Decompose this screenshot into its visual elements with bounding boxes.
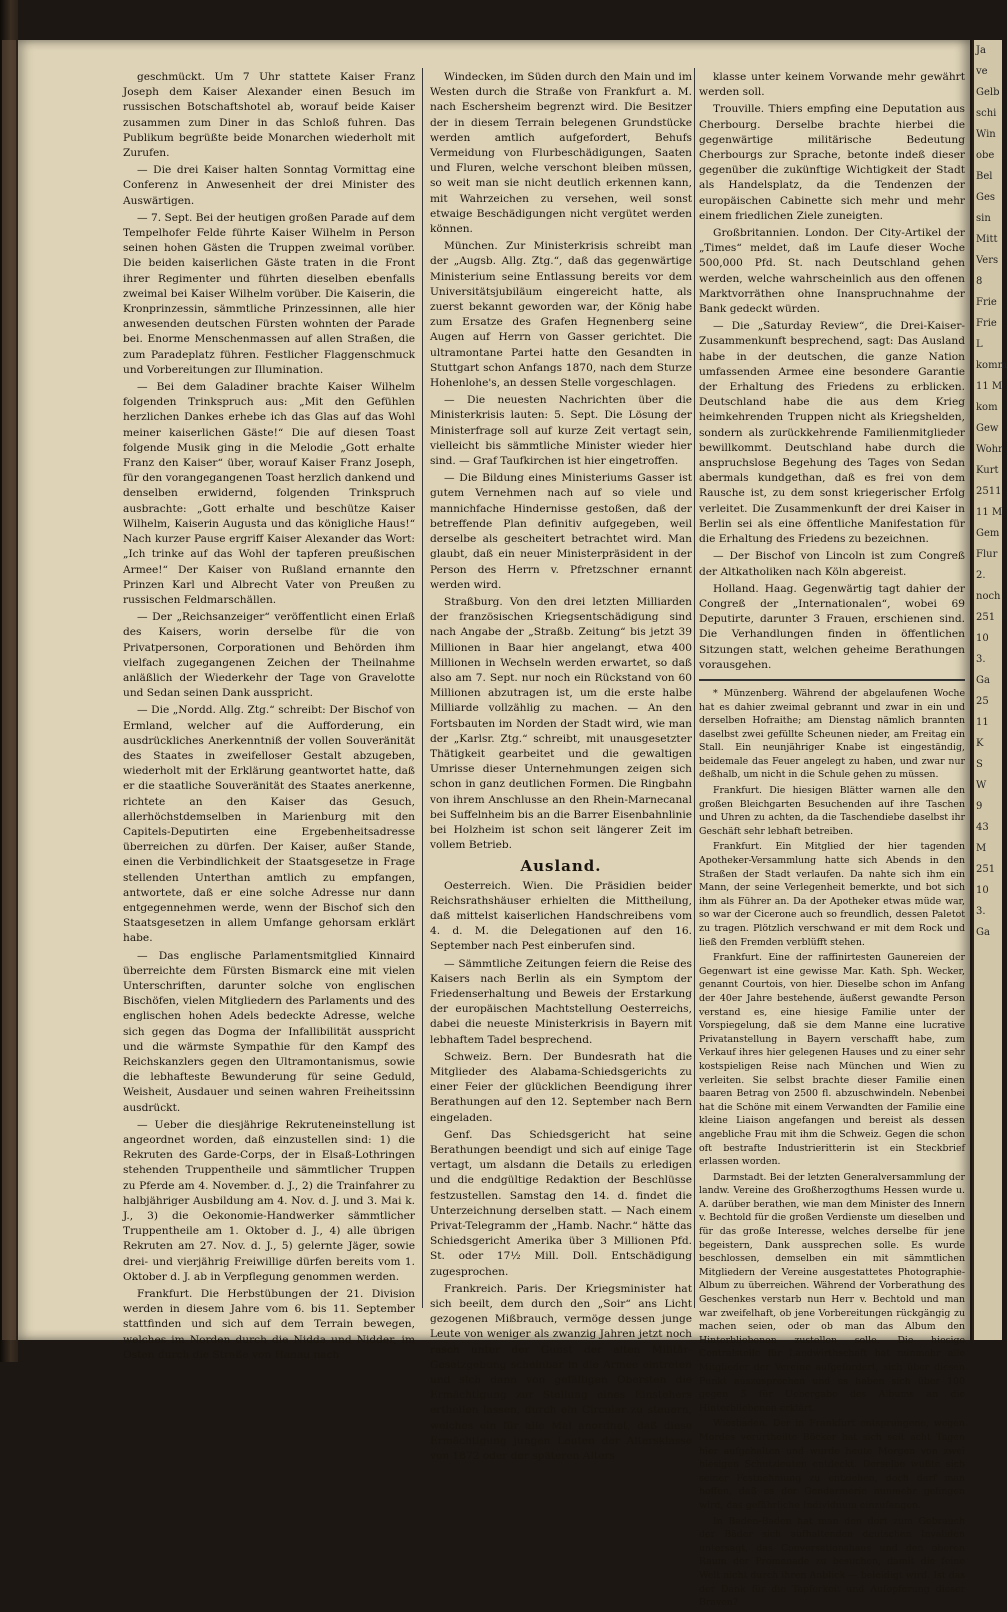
column-3 — [699, 70, 965, 1612]
edge-fragment: Ges — [976, 192, 996, 203]
col1-para: — Bei dem Galadiner brachte Kaiser Wilhelm folgenden Trinkspruch aus: „Mit den Gefühlen herzlichen Dankes erhebe ich das Glas auf das Wohl meiner kaiserlichen Gäste!“ Die auf diesen Toast folgende Musik ging in die Melodie „Gott erhalte Franz den Kaiser“ über, worauf Kaiser Franz Joseph, für den vorangegangenen Toast herzlich dankend und denselben erwidernd, folgenden Trinkspruch ausbrachte: „Gott erhalte und beschütze Kaiser Wilhelm, Kaiserin Augusta und das königliche Haus!“ Nach kurzer Pause ergriff Kaiser Alexander das Wort: „Ich trinke auf das Wohl der tapferen preußischen Armee!“ Der Kaiser von Rußland ernannte den Prinzen Karl und Albrecht Vater von Preußen zu russischen Feldmarschällen. — [123, 381, 415, 606]
edge-fragment: Ga — [976, 675, 990, 686]
col1-para: — Ueber die diesjährige Rekruteneinstellung ist angeordnet worden, daß einzustellen sind: 1) die Rekruten des Garde-Corps, der in Elsaß-Lothringen stehenden Truppentheile und sämmtlicher Truppen zu Pferde am 4. November. d. J., 2) die Trainfahrer zu halbjähriger Ausbildung am 4. Nov. d. J. und 3. Mai k. J., 3) die Oekonomie-Handwerker sämmtlicher Truppentheile am 1. Oktober d. J., 4) alle übrigen Rekruten am 27. Nov. d. J., 5) gelernte Jäger, sowie drei- und vierjährig Freiwillige dürfen bereits vom 1. Oktober d. J. ab in Verpflegung genommen werden. — [123, 1118, 415, 1283]
edge-fragment: Vers — [976, 255, 999, 266]
col1-para: — Der „Reichsanzeiger“ veröffentlicht einen Erlaß des Kaisers, worin derselbe für die von Privatpersonen, Corporationen und Behörden ihm vielfach zugegangenen Zeichen der Theilnahme anläßlich der Wiederkehr der Tage von Gravelotte und Sedan seinen Dank ausspricht. — [123, 611, 415, 700]
edge-fragment: schi — [976, 108, 997, 119]
col3-para: Frankfurt. Die hiesigen Blätter warnen alle den großen Bleichgarten Besuchenden auf ihre Taschen und Uhren zu achten, da die Taschendiebe daselbst ihr Geschäft sehr lebhaft betreiben. — [699, 785, 965, 837]
section-heading-ausland: Ausland. — [520, 857, 602, 876]
column-1 — [123, 70, 415, 1365]
edge-fragment: 2511 — [976, 486, 1002, 497]
col2-para: Schweiz. Bern. Der Bundesrath hat die Mitglieder des Alabama-Schiedsgerichts zu einer Feier der glücklichen Beendigung ihrer Berathungen auf den 12. September nach Bern eingeladen. — [430, 1050, 692, 1124]
local-news — [699, 687, 965, 1610]
col1-para: geschmückt. Um 7 Uhr stattete Kaiser Franz Joseph dem Kaiser Alexander einen Besuch im russischen Botschaftshotel ab, worauf beide Kaiser zusammen zum Diner in das Schloß fuhren. Das Publikum begrüßte beide Monarchen wiederholt mit Zurufen. — [123, 71, 415, 160]
edge-fragment: Ga — [976, 927, 990, 938]
edge-fragment: 251 — [976, 864, 996, 875]
col1-para: — 7. Sept. Bei der heutigen großen Parade auf dem Tempelhofer Felde führte Kaiser Wilhelm in Person seinen hohen Gästen die Truppen zweimal vorüber. Die beiden kaiserlichen Gäste traten in die Front ihrer Regimenter und führten dieselben ebenfalls zweimal bei Kaiser Wilhelm vorüber. Die Kaiserin, die Kronprinzessin, sämmtliche Prinzessinnen, alle hier anwesenden deutschen Fürsten wohnten der Parade bei. Enorme Menschenmassen auf allen Straßen, die zum Paradeplatz führen. Festlicher Flaggenschmuck und Vorbereitungen zur Illumination. — [123, 211, 415, 376]
edge-fragment: Win — [976, 129, 996, 140]
column-2 — [430, 70, 692, 1466]
edge-fragment: noch — [976, 591, 1001, 602]
col2-para: — Die neuesten Nachrichten über die Ministerkrisis lauten: 5. Sept. Die Lösung der Ministerfrage soll auf kurze Zeit vertagt sein, vielleicht bis sämmtliche Minister wieder hier sind. — Graf Taufkirchen ist hier eingetroffen. — [430, 394, 692, 468]
col1-para: — Die „Nordd. Allg. Ztg.“ schreibt: Der Bischof von Ermland, welcher auf die Aufforderung, ein ausdrückliches Anerkenntniß der vollen Souveränität des Staates in zweifelloser Gestalt abzugeben, wiederholt mit der Erklärung geantwortet hatte, daß er die staatliche Souveränität des Staates anerkenne, richtete an den Kaiser das Gesuch, allerhöchstdemselben in Marienburg mit den Capitels-Deputirten eine Ergebenheitsadresse überreichen zu dürfen. Der Kaiser, außer Stande, einen die Verbindlichkeit der Staatsgesetze in Frage stellenden Unterthan amtlich zu empfangen, antwortete, daß er eine solche Adresse nur dann entgegennehmen werde, wenn der Bischof sich den Staatsgesetzen in allem Umfange gehorsam erklärt habe. — [123, 704, 415, 945]
col3-para: Großbritannien. London. Der City-Artikel der „Times“ meldet, daß im Laufe dieser Woche 500,000 Pfd. St. nach Deutschland gehen werden, welche wahrscheinlich aus den offenen Marktvorräthen ohne Inanspruchnahme der Bank gedeckt würden. — [699, 227, 965, 316]
edge-fragments — [974, 40, 1007, 943]
col3-para: Trouville. Thiers empfing eine Deputation aus Cherbourg. Derselbe brachte hierbei die gegenwärtige militärische Bedeutung Cherbourgs zur Sprache, betonte indeß dieser gegenüber die zukünftige Wichtigkeit der Stadt als Handelsplatz, da die Tendenzen der europäischen Cabinette sich mehr und mehr einem friedlichen Ziele zuneigten. — [699, 103, 965, 222]
section-divider — [699, 679, 965, 681]
col3-para: Frankfurt. Eine der raffinirtesten Gaunereien der Gegenwart ist eine gewisse Mar. Kath. Sph. Wecker, genannt Courtois, von hier. Dieselbe schon im Anfang der 40er Jahre bestehende, äußerst gewandte Person verstand es, eine hiesige Familie unter der Vorspiegelung, daß sie dem Manne eine lucrative Privatanstellung in Bayern verschafft habe, zum Verkauf ihres hier gelegenen Hauses und zu einer sehr kostspieligen Reise nach München und Wien zu verleiten. Sie selbst brachte dieser Familie einen baaren Betrag von 2500 fl. abzuschwindeln. Nebenbei hat die Schöne mit einem Verwandten der Familie eine kleine Liaison angefangen und bereist als dessen angebliche Frau mit ihm die Schweiz. Gegen die schon oft bestrafte Industrieritterin ist ein Steckbrief erlassen worden. — [699, 952, 965, 1168]
col1-para: Frankfurt. Die Herbstübungen der 21. Division werden in diesem Jahre vom 6. bis 11. September stattfinden und sich auf dem Terrain bewegen, welches im Norden durch die Nidda und Nidder, im Osten durch die Straße von Hanau nach — [123, 1288, 415, 1361]
edge-fragment: Gew — [976, 423, 999, 434]
edge-fragment: M — [976, 843, 987, 854]
col2-para: Genf. Das Schiedsgericht hat seine Berathungen beendigt und sich auf einige Tage vertagt, um alsdann die Details zu erledigen und die endgültige Redaktion der Beschlüsse festzustellen. Samstag den 14. d. findet die Unterzeichnung derselben statt. — Nach einem Privat-Telegramm der „Hamb. Nachr.“ hätte das Schiedsgericht Amerika über 3 Millionen Pfd. St. oder 17½ Mill. Doll. Entschädigung zugesprochen. — [430, 1128, 692, 1278]
edge-fragment: 251 — [976, 612, 996, 623]
edge-fragment: Wohr — [976, 444, 1003, 455]
col3-para: klasse unter keinem Vorwande mehr gewährt werden soll. — [699, 71, 965, 99]
edge-fragment: Ja — [976, 45, 986, 56]
edge-fragment: 10 — [976, 633, 989, 644]
edge-fragment: Kurt — [976, 465, 999, 476]
col3-para: Darmstadt. Bei der letzten Generalversammlung der landw. Vereine des Großherzogthums Hessen wurde u. A. darüber berathen, wie man dem Minister des Innern v. Bechtold für die großen Verdienste um dieselben und für das große Interesse, welches derselbe für jene begeistern, Dank aussprechen solle. Es wurde beschlossen, demselben ein mit sämmtlichen Mitgliedern der Vereine ausgestattetes Photographie-Album zu überreichen. Während der Vorberathung des Geschenkes verstarb nun Herr v. Bechtold und man war zweifelhaft, ob jene Vorbereitungen rückgängig zu machen seien, oder ob man das Album den Hinterbliebenen zustellen solle. Die hiesige Centralstelle für Landwirthschaft hat nunmehr alle Mitglieder der Vereine aufgefordert, sich über diesen Punkt auszusprechen und es haben sich über 100 gegen 5 für Uebergabe des Albums an die Hinterbliebenen erklärt. — [699, 1171, 965, 1414]
next-page-edge — [972, 40, 1007, 1340]
col2-para: Frankreich. Paris. Der Kriegsminister hat sich beeilt, dem durch den „Soir“ ans Licht gezogenen Mißbrauch, vermöge dessen junge Leute von weniger als zwanzig Jahren jetzt noch rasch unter der Gunst der alten Militär-Gesetzgebung scheinbar in die Armee eintreten und sich dann von gefälligen Obersten die Ermächtigung zur Stellung eines Einstehers ertheilen lassen, durch ein Circular zu steuern, welches ein für alle Mal anordnet, daß diese Ermächtigung jungen Leuten der Altersklasse von 1872 oder der späteren Alters- — [430, 1282, 692, 1463]
edge-fragment: sin — [976, 213, 991, 224]
col2-para: Oesterreich. Wien. Die Präsidien beider Reichsrathshäuser erhielten die Mittheilung, daß mittelst kaiserlichen Handschreibens vom 4. d. M. die Delegationen auf den 16. September nach Pest einberufen sind. — [430, 879, 692, 953]
col2-para: — Die Bildung eines Ministeriums Gasser ist gutem Vernehmen nach auf so viele und mannichfache Hindernisse gestoßen, daß der betreffende Plan definitiv aufgegeben, weil derselbe als gescheitert betrachtet wird. Man glaubt, daß ein neuer Ministerpräsident in der Person des Herrn v. Pfretzschner ernannt werden wird. — [430, 472, 692, 591]
col3-para: * Münzenberg. Während der abgelaufenen Woche hat es dahier zweimal gebrannt und zwar in ein und derselben Hofraithe; am Dienstag nämlich brannten daselbst zwei gefüllte Scheunen nieder, am Freitag ein Stall. Ein neunjähriger Knabe ist eingeständig, beidemale das Feuer angelegt zu haben, und zwar nur deßhalb, um nicht in die Schule gehen zu müssen. — [699, 687, 965, 781]
edge-fragment: Mitt — [976, 234, 998, 245]
edge-fragment: Bel — [976, 171, 993, 182]
edge-fragment: 11 M — [976, 507, 1003, 518]
edge-fragment: 11 — [976, 717, 989, 728]
edge-fragment: Gelb — [976, 87, 1000, 98]
col3-para: Holland. Haag. Gegenwärtig tagt dahier der Congreß der „Internationalen“, wobei 69 Deputirte, darunter 3 Frauen, erschienen sind. Die Verhandlungen finden in öffentlichen Sitzungen statt, welchen geheime Berathungen vorausgehen. — [699, 582, 965, 671]
spine-edge — [2, 40, 16, 1340]
edge-fragment: 43 — [976, 822, 989, 833]
col3-para: Frankfurt. Ein Mitglied der hier tagenden Apotheker-Versammlung hatte sich Abends in den Straßen der Stadt verlaufen. Da nahte sich ihm ein Mann, der seine Verlegenheit bemerkte, und bot sich ihm als Führer an. Da der Apotheker etwas müde war, so war der Cicerone auch so freundlich, dessen Paletot zu tragen. Plötzlich verschwand er mit dem Rock und ließ den Fremden verblüfft stehen. — [699, 841, 965, 948]
column-rule-2 — [694, 68, 695, 1308]
edge-fragment: komm — [976, 360, 1007, 371]
edge-fragment: 3. — [976, 654, 986, 665]
edge-fragment: K — [976, 738, 984, 749]
col2-para: Straßburg. Von den drei letzten Milliarden der französischen Kriegsentschädigung sind nach Angabe der „Straßb. Zeitung“ bis jetzt 39 Millionen in Baar hier angelangt, etwa 400 Millionen in Wechseln werden erwartet, so daß also am 7. Sept. nur noch ein Rückstand von 60 Millionen abzutragen ist, um die erste halbe Milliarde vollzählig zu machen. — An den Fortsbauten im Norden der Stadt wird, wie man der „Karlsr. Ztg.“ schreibt, mit unausgesetzter Thätigkeit gearbeitet und die gewaltigen Umrisse dieser Unternehmungen zeigen sich schon in ganz deutlichen Formen. Die Ringbahn von ihrem Anschlusse an den Rhein-Marnecanal bei Suffelnheim bis an die Barrer Eisenbahnlinie bei Holzheim ist schon seit längerer Zeit im vollem Betrieb. — [430, 595, 692, 852]
edge-fragment: Flur — [976, 549, 998, 560]
newspaper-page — [18, 40, 970, 1609]
edge-fragment: W — [976, 780, 987, 791]
col2-para: München. Zur Ministerkrisis schreibt man der „Augsb. Allg. Ztg.“, daß das gegenwärtige Ministerium seine Entlassung bereits vor dem Universitätsjubiläum eingereicht hatte, als zuerst bekannt geworden war, der König habe zum Ersatze des Grafen Hegnenberg seine Augen auf Herrn von Gasser gerichtet. Die ultramontane Partei hatte den Gesandten in Stuttgart schon Anfangs 1870, nach dem Sturze Hohenlohe's, an dessen Stelle vorgeschlagen. — [430, 240, 692, 390]
edge-fragment: Frie — [976, 297, 997, 308]
edge-fragment: Frie — [976, 318, 997, 329]
edge-fragment: L — [976, 339, 983, 350]
edge-fragment: Gem — [976, 528, 1000, 539]
col3-para: — Die „Saturday Review“, die Drei-Kaiser-Zusammenkunft besprechend, sagt: Das Ausland habe in der deutschen, die ganze Nation umfassenden Armee eine besondere Garantie der Erhaltung des Friedens zu erblicken. Deutschland habe die aus dem Krieg heimkehrenden Truppen nicht als Kriegshelden, sondern als zurückkehrende Familienmitglieder bewillkommt. Deutschland habe durch die anspruchslose Begehung des Tages von Sedan abermals kundgethan, daß es frei von dem Rausche ist, zu dem sonst kriegerischer Erfolg verleitet. Die Zusammenkunft der drei Kaiser in Berlin sei als eine öffentliche Manifestation für die Erhaltung des Friedens zu bezeichnen. — [699, 320, 965, 546]
col2-para: — Sämmtliche Zeitungen feiern die Reise des Kaisers nach Berlin als ein Symptom der Friedenserhaltung und Beweis der Erstarkung der europäischen Machtstellung Oesterreichs, dabei die neueste Ministerkrisis in Bayern mit lebhaftem Tadel besprechend. — [430, 957, 692, 1046]
edge-fragment: 10 — [976, 885, 989, 896]
col3-para: — Der Bischof von Lincoln ist zum Congreß der Altkatholiken nach Köln abgereist. — [699, 550, 965, 578]
col1-para: — Die drei Kaiser halten Sonntag Vormittag eine Conferenz in Anwesenheit der drei Minister des Auswärtigen. — [123, 164, 415, 207]
edge-fragment: 9 — [976, 801, 983, 812]
edge-fragment: obe — [976, 150, 995, 161]
edge-fragment: 8 — [976, 276, 983, 287]
column-rule-1 — [422, 68, 423, 1308]
edge-fragment: 2. — [976, 570, 986, 581]
edge-fragment: ve — [976, 66, 988, 77]
col3-para: In Baden-Baden hat man den dort zum Gebrauch der Bäder sich aufhaltenden deutschen Invaliden untersagt, das Conversationshaus und den oberen Raum der Promenade zu besuchen, damit die feine Welt nicht durch ihren Anblick — beleidigt wird. Ist das der Dank für die Tapferkeit und Aufopferung dieser Braven? — [699, 1515, 965, 1609]
col3-para: Wiesbaden. Der in Frankfurt entsprungene, wegen Mordes verurtheilte Böcker hat sich seit acht Tagen hier aufgehalten und wurde heute Morgen von zwei hiesigen Schutzleuten entdeckt. Derselbe wußte sich seiner Festnehmung zu entziehen, doch darf man hoffen, daß es der Gendarmerie nunmehr gelingen wird, das gefährliche Individuum einzufangen. — [699, 1418, 965, 1511]
col2-para: Windecken, im Süden durch den Main und im Westen durch die Straße von Frankfurt a. M. nach Eschersheim begrenzt wird. Die Besitzer der in diesem Terrain belegenen Grundstücke werden amtlich aufgefordert, Behufs Vermeidung von Flurbeschädigungen, Saaten und Fluren, welche verschont bleiben müssen, so weit man sie nicht deutlich erkennen kann, mit Wahrzeichen zu versehen, weil sonst etwaige Beschädigungen nicht vergütet werden können. — [430, 71, 692, 236]
edge-fragment: S — [976, 759, 983, 770]
edge-fragment: 11 M — [976, 381, 1003, 392]
edge-fragment: kom — [976, 402, 998, 413]
edge-fragment: 3. — [976, 906, 986, 917]
col1-para: — Das englische Parlamentsmitglied Kinnaird überreichte dem Fürsten Bismarck eine mit vielen Unterschriften, darunter solche von englischen Bischöfen, vielen Mitgliedern des Parlaments und des englischen hohen Adels bedeckte Adresse, welche sich gegen das Dogma der Infallibilität ausspricht und die wärmste Sympathie für den Kampf des Reichskanzlers gegen den Ultramontanismus, sowie die lebhafteste Bewunderung für seine Geduld, Weisheit, Ausdauer und seinen wahren Freiheitssinn ausdrückt. — [123, 949, 415, 1114]
edge-fragment: 25 — [976, 696, 989, 707]
